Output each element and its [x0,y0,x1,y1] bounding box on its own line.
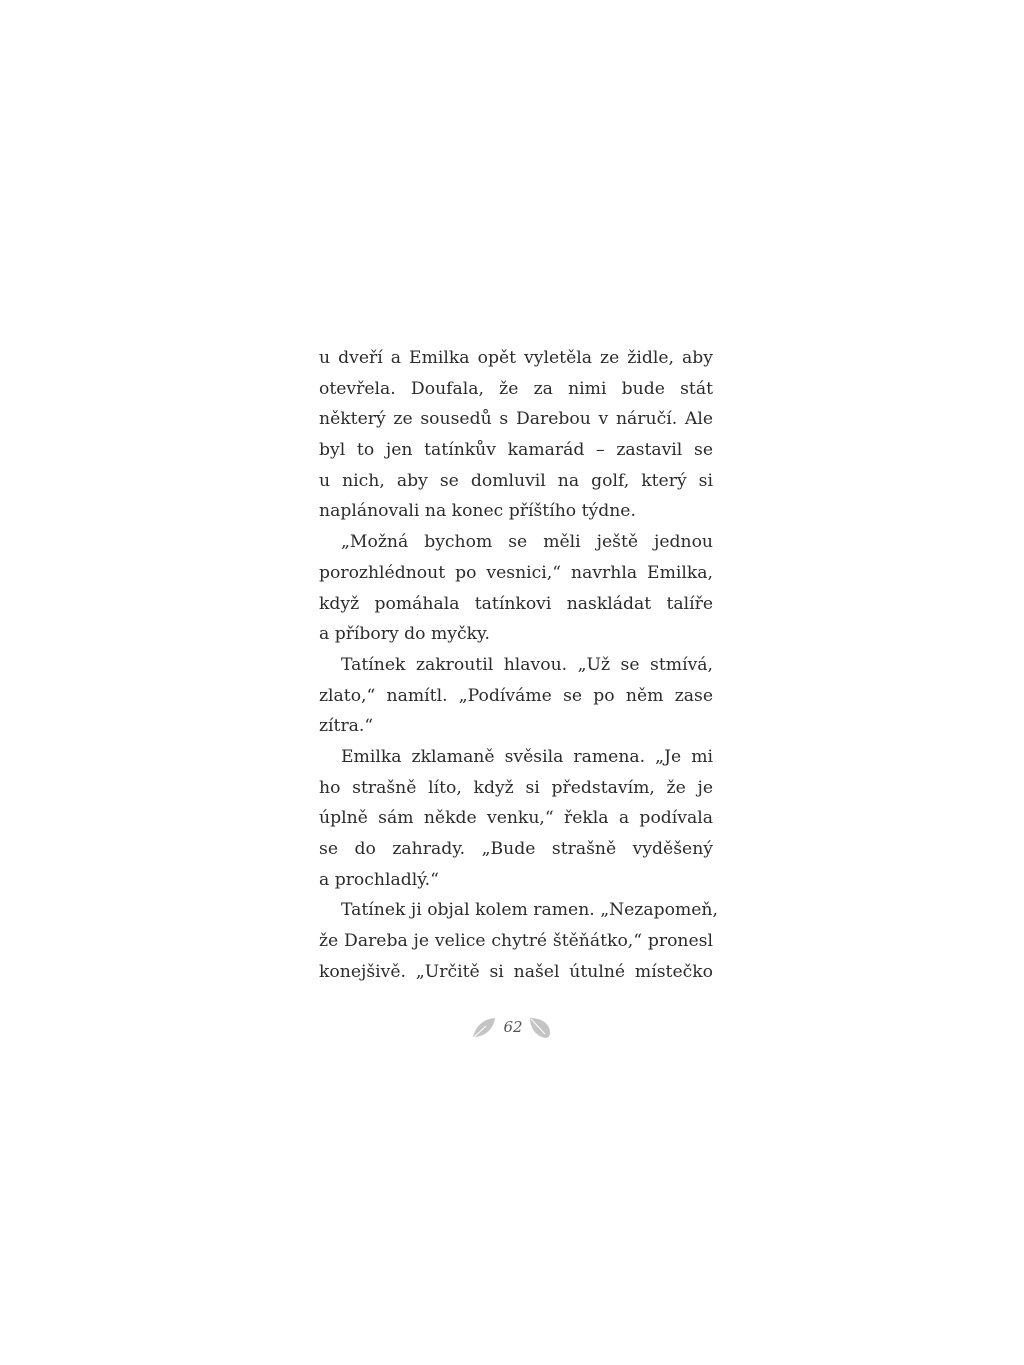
text-line: a příbory do myčky. [319,624,490,645]
text-line: a prochladlý.“ [319,869,439,890]
leaf-left-icon [472,1017,496,1044]
text-line: „Možná bychom se měli ještě jednou [341,532,713,553]
page-number: 62 [503,1018,523,1036]
text-line: že Dareba je velice chytré štěňátko,“ pronesl [319,931,713,952]
text-line: u dveří a Emilka opět vyletěla ze židle, aby [319,348,713,368]
page-footer [472,1013,554,1043]
text-line: Tatínek zakroutil hlavou. „Už se stmívá, [341,654,713,675]
text-line: úplně sám někde venku,“ řekla a podívala [319,808,713,829]
text-line: zítra.“ [319,716,374,737]
text-line: naplánovali na konec příštího týdne. [319,501,636,522]
text-line: ho strašně líto, když si představím, že je [319,777,713,798]
text-line: se do zahrady. „Bude strašně vyděšený [319,839,713,859]
text-line: porozhlédnout po vesnici,“ navrhla Emilka, [319,562,713,583]
text-line: byl to jen tatínkův kamarád – zastavil se [319,440,713,461]
text-line: některý ze sousedů s Darebou v náručí. Ale [319,409,713,430]
page-text-block [319,343,718,987]
text-line: otevřela. Doufala, že za nimi bude stát [319,378,713,399]
text-line: konejšivě. „Určitě si našel útulné místečko [319,961,713,982]
text-line: Tatínek ji objal kolem ramen. „Nezapomeň, [341,900,718,921]
text-line: když pomáhala tatínkovi naskládat talíře [319,593,713,614]
leaf-right-icon [528,1017,552,1044]
text-line: Emilka zklamaně svěsila ramena. „Je mi [341,746,713,767]
text-line: zlato,“ namítl. „Podíváme se po něm zase [319,685,713,706]
text-line: u nich, aby se domluvil na golf, který si [319,470,713,491]
